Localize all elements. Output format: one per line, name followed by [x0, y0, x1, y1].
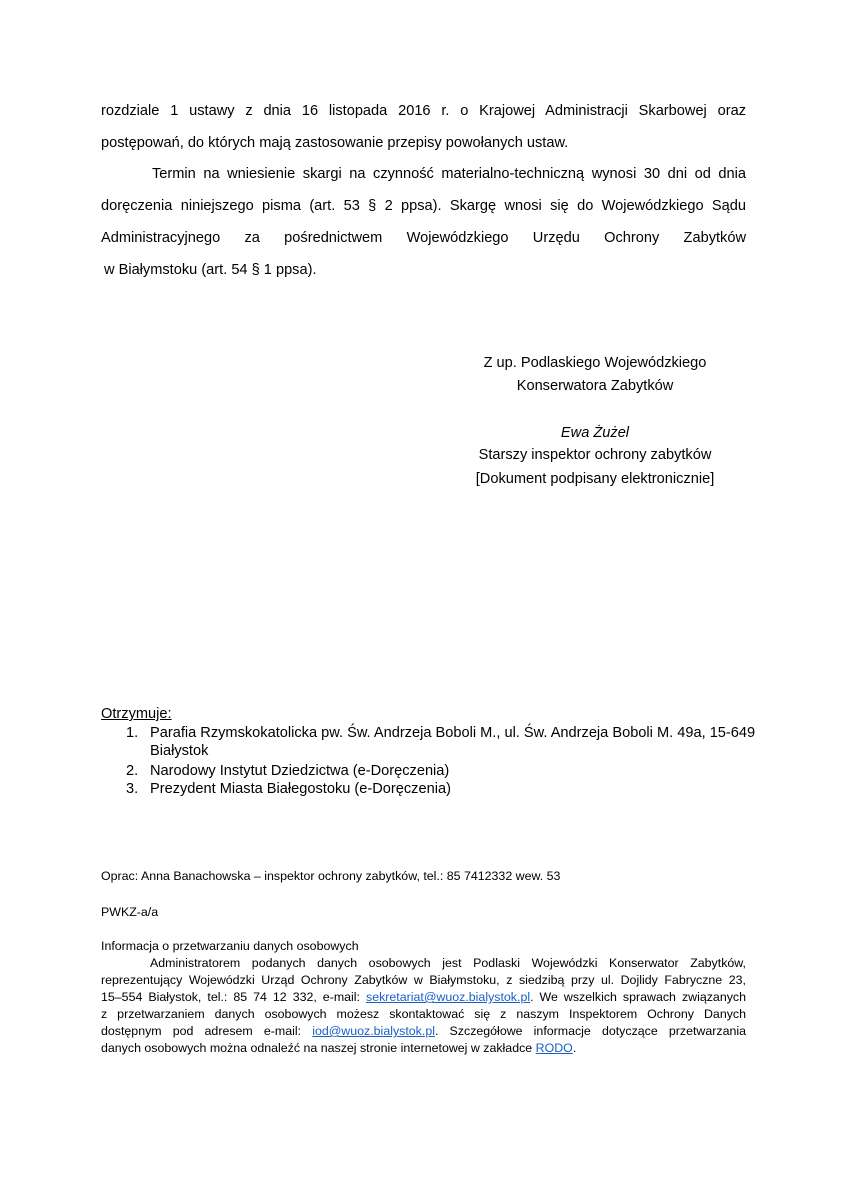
signature-authority-line-1: Z up. Podlaskiego Wojewódzkiego: [483, 355, 707, 371]
rodo-line-6-text-end: .: [572, 1041, 577, 1055]
body-paragraph-2-line-3: Administracyjnego za pośrednictwem Wojewódzkiego Urzędu Ochrony Zabytków: [101, 230, 746, 246]
recipients-heading: Otrzymuje:: [101, 706, 172, 722]
recipient-number: 3.: [126, 781, 139, 797]
rodo-line-6: [101, 1040, 576, 1056]
recipient-text: Parafia Rzymskokatolicka pw. Św. Andrzeja Boboli M., ul. Św. Andrzeja Boboli M. 49a, 15-649: [150, 725, 756, 741]
body-paragraph-1-line-1: rozdziale 1 ustawy z dnia 16 listopada 2016 r. o Krajowej Administracji Skarbowej oraz: [101, 103, 746, 119]
body-paragraph-2-line-1: Termin na wniesienie skargi na czynność materialno-techniczną wynosi 30 dni od dnia: [152, 166, 746, 182]
rodo-line-3: [101, 989, 746, 1005]
recipient-text: Prezydent Miasta Białegostoku (e-Doręczenia): [150, 781, 451, 797]
rodo-line-3-text: 15–554 Białystok, tel.: 85 74 12 332, e-mail:: [101, 990, 366, 1004]
recipient-item-1-line-2: Białystok: [150, 743, 209, 759]
electronic-signature-note: [Dokument podpisany elektronicznie]: [475, 471, 715, 487]
recipient-number: 1.: [126, 725, 139, 741]
secretariat-email-link[interactable]: sekretariat@wuoz.bialystok.pl: [366, 990, 531, 1004]
rodo-line-3-text-end: . We wszelkich sprawach związanych: [530, 990, 746, 1004]
rodo-line-1: Administratorem podanych danych osobowych jest Podlaski Wojewódzki Konserwator Zabytków,: [150, 956, 746, 970]
recipient-number: 2.: [126, 763, 139, 779]
signer-position: Starszy inspektor ochrony zabytków: [478, 447, 712, 463]
rodo-page-link[interactable]: RODO: [535, 1041, 573, 1055]
recipient-item-1: [126, 724, 755, 742]
rodo-line-2: reprezentujący Wojewódzki Urząd Ochrony Zabytków w Białymstoku, z siedzibą przy ul. Dojlidy Fabryczne 23,: [101, 973, 746, 987]
rodo-heading: Informacja o przetwarzaniu danych osobowych: [101, 939, 359, 953]
signer-name: Ewa Żużel: [560, 425, 630, 441]
signature-authority-line-2: Konserwatora Zabytków: [516, 378, 674, 394]
recipient-item-2: [126, 762, 449, 780]
rodo-line-5-text-end: . Szczegółowe informacje dotyczące przetwarzania: [434, 1024, 746, 1038]
document-reference: PWKZ-a/a: [101, 905, 159, 919]
body-paragraph-1-line-2: postępowań, do których mają zastosowanie przepisy powołanych ustaw.: [101, 135, 569, 151]
body-paragraph-2-line-2: doręczenia niniejszego pisma (art. 53 § 2 ppsa). Skargę wnosi się do Wojewódzkiego Sądu: [101, 198, 746, 214]
rodo-line-6-text: danych osobowych można odnaleźć na naszej stronie internetowej w zakładce: [101, 1041, 536, 1055]
recipient-item-3: [126, 780, 451, 798]
rodo-line-4: z przetwarzaniem danych osobowych możesz skontaktować się z naszym Inspektorem Ochrony Danych: [101, 1007, 746, 1021]
rodo-line-5: [101, 1023, 746, 1039]
iod-email-link[interactable]: iod@wuoz.bialystok.pl: [312, 1024, 435, 1038]
rodo-line-5-text: dostępnym pod adresem e-mail:: [101, 1024, 313, 1038]
recipient-text: Narodowy Instytut Dziedzictwa (e-Doręczenia): [150, 763, 450, 779]
prepared-by: Oprac: Anna Banachowska – inspektor ochrony zabytków, tel.: 85 7412332 wew. 53: [101, 869, 561, 883]
body-paragraph-2-line-4: w Białymstoku (art. 54 § 1 ppsa).: [104, 262, 317, 278]
